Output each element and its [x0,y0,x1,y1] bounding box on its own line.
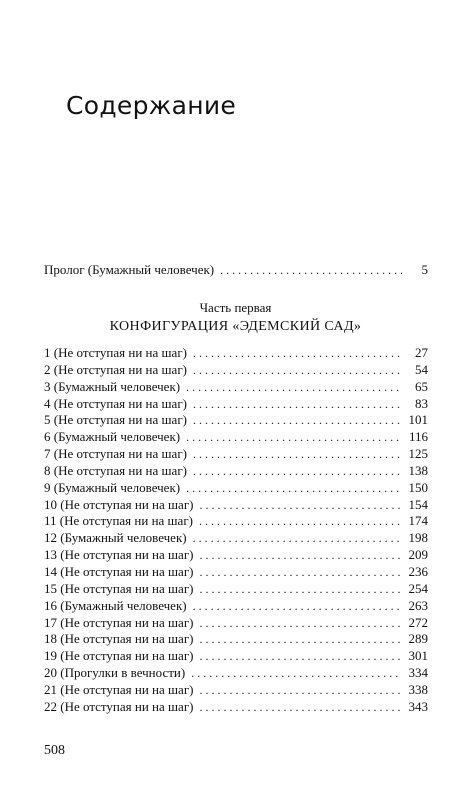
toc-entry-title: 14 (Не отступая ни на шаг) [44,563,194,579]
dot-leader [199,682,402,698]
dot-leader [186,429,402,445]
toc-entry[interactable] [44,362,428,379]
toc-entry-page: 54 [415,361,428,377]
toc-entry-title: 22 (Не отступая ни на шаг) [44,698,194,714]
toc-entry[interactable] [44,581,428,598]
toc-entry-title: 5 (Не отступая ни на шаг) [44,412,187,428]
dot-leader [186,379,402,395]
toc-entry-page: 125 [408,446,428,462]
dot-leader [199,513,402,529]
dot-leader [199,497,402,513]
toc-entry-title: 10 (Не отступая ни на шаг) [44,496,194,512]
toc-entry-page: 301 [408,648,428,664]
toc-entry-page: 338 [408,681,428,697]
toc-entry[interactable] [44,699,428,716]
toc-entry-title: 9 (Бумажный человечек) [44,479,181,495]
toc-entry-page: 272 [408,614,428,630]
toc-entry-title: 13 (Не отступая ни на шаг) [44,547,194,563]
dot-leader [193,412,402,428]
dot-leader [186,480,402,496]
contents-heading: Содержание [66,91,237,120]
toc-entry[interactable] [44,412,428,429]
toc-entry-title: 7 (Не отступая ни на шаг) [44,446,187,462]
part-title: КОНФИГУРАЦИЯ «ЭДЕМСКИЙ САД» [109,319,362,334]
dot-leader [199,547,402,563]
toc-entry-page: 263 [408,597,428,613]
dot-leader [193,530,402,546]
toc-entry-title: 3 (Бумажный человечек) [44,378,181,394]
toc-entry-page: 254 [408,580,428,596]
toc-entry-page: 65 [415,378,428,394]
dot-leader [193,396,402,412]
toc-entry-page: 334 [408,665,428,681]
toc-entry-prologue[interactable] [44,262,428,278]
toc-entry-page: 289 [408,631,428,647]
toc-entry-title: 8 (Не отступая ни на шаг) [44,462,187,478]
dot-leader [220,262,402,278]
dot-leader [199,648,402,664]
toc-entry-title: 16 (Бумажный человечек) [44,597,187,613]
toc-entry[interactable] [44,345,428,362]
toc-entry-title: Пролог (Бумажный человечек) [44,262,215,277]
dot-leader [199,615,402,631]
toc-entry-title: 4 (Не отступая ни на шаг) [44,395,187,411]
toc-entry-title: 1 (Не отступая ни на шаг) [44,345,187,360]
dot-leader [193,446,402,462]
toc-entry[interactable] [44,463,428,480]
toc-entry[interactable] [44,446,428,463]
dot-leader [193,362,402,378]
part-label: Часть первая [199,300,272,315]
toc-entry-page: 83 [415,395,428,411]
toc-entry[interactable] [44,631,428,648]
toc-entry-title: 17 (Не отступая ни на шаг) [44,614,194,630]
toc-entry-title: 6 (Бумажный человечек) [44,429,181,445]
toc-entry-title: 19 (Не отступая ни на шаг) [44,648,194,664]
dot-leader [199,631,402,647]
toc-entry[interactable] [44,615,428,632]
toc-entry[interactable] [44,429,428,446]
toc-entry-page: 101 [408,412,428,428]
toc-entry[interactable] [44,598,428,615]
toc-entry-title: 11 (Не отступая ни на шаг) [44,513,193,529]
dot-leader [191,665,402,681]
toc-entry-page: 174 [408,513,428,529]
dot-leader [193,345,402,361]
toc-entry[interactable] [44,480,428,497]
toc-entry[interactable] [44,682,428,699]
dot-leader [193,598,402,614]
toc-entry[interactable] [44,396,428,413]
toc-entry-page: 154 [408,496,428,512]
toc-entry[interactable] [44,513,428,530]
dot-leader [199,564,402,580]
toc-entry[interactable] [44,379,428,396]
toc-entry-page: 343 [408,698,428,714]
toc-entry-title: 21 (Не отступая ни на шаг) [44,681,194,697]
dot-leader [199,581,402,597]
toc-entry-title: 20 (Прогулки в вечности) [44,665,186,681]
toc-entry-page: 138 [408,462,428,478]
toc-entry[interactable] [44,497,428,514]
toc-entry-page: 236 [408,563,428,579]
toc-entry-page: 116 [408,429,428,445]
toc-entry-title: 2 (Не отступая ни на шаг) [44,361,187,377]
toc-entry[interactable] [44,530,428,547]
chapter-list [0,345,471,716]
toc-entry-page: 27 [415,345,428,360]
toc-entry-page: 5 [421,262,428,277]
toc-entry[interactable] [44,648,428,665]
dot-leader [193,463,402,479]
toc-entry-page: 150 [408,479,428,495]
toc-entry-title: 15 (Не отступая ни на шаг) [44,580,194,596]
toc-entry-title: 12 (Бумажный человечек) [44,530,187,546]
dot-leader [199,699,402,715]
page-number: 508 [44,743,65,758]
toc-entry[interactable] [44,547,428,564]
toc-entry-page: 198 [408,530,428,546]
toc-entry[interactable] [44,564,428,581]
toc-entry[interactable] [44,665,428,682]
toc-entry-title: 18 (Не отступая ни на шаг) [44,631,194,647]
toc-entry-page: 209 [408,547,428,563]
